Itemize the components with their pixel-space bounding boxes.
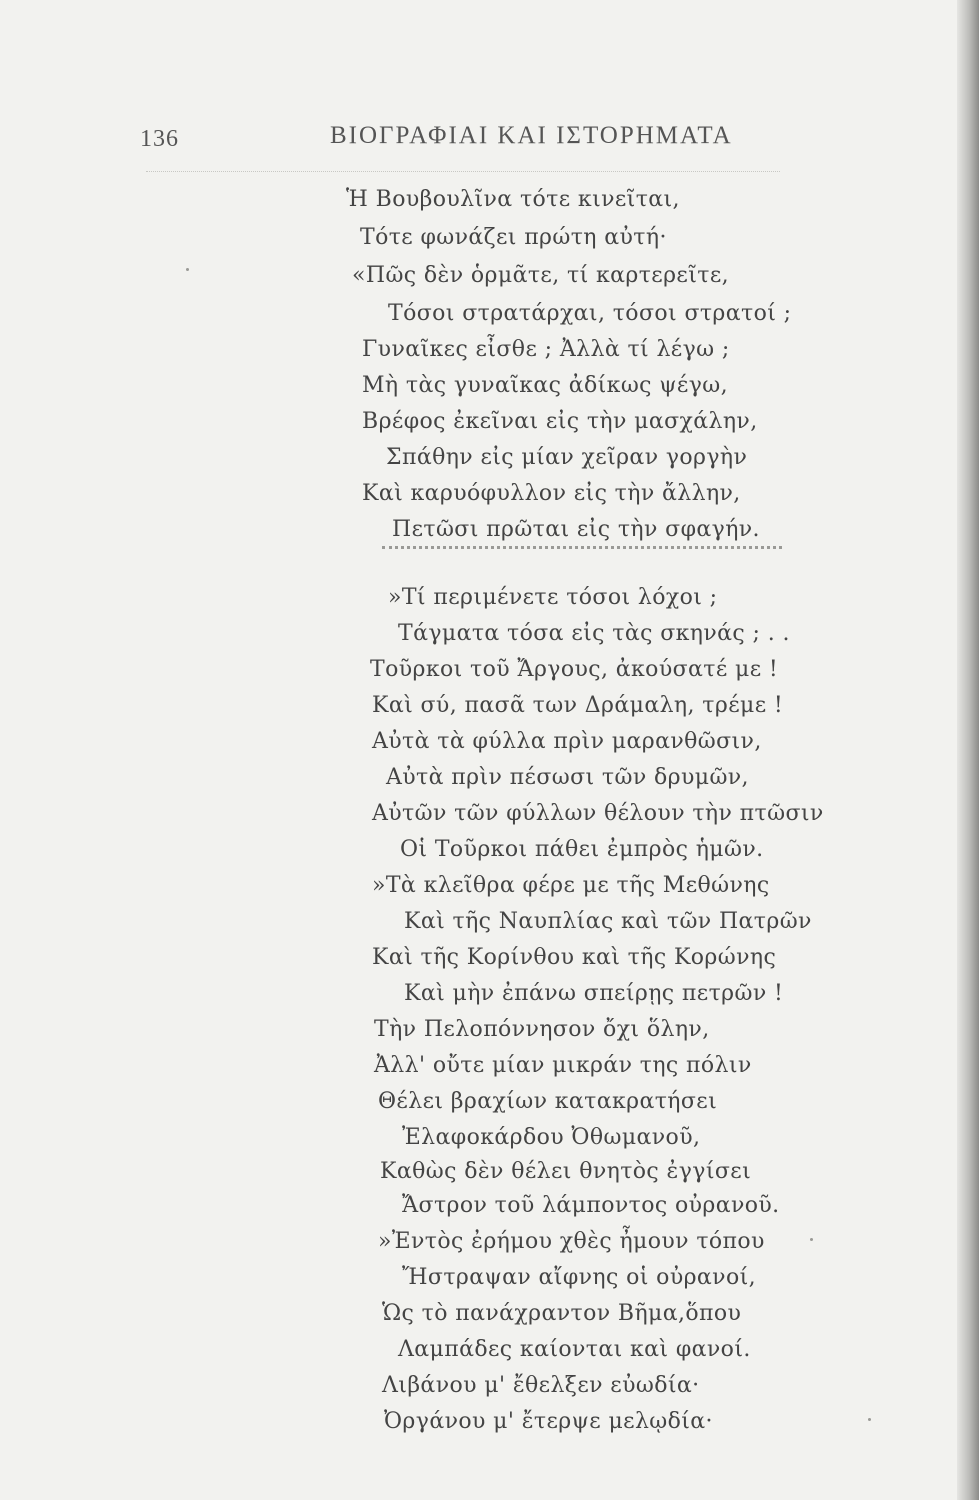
- poem-line: »Ἐντὸς ἐρήμου χθὲς ἦμουν τόπου: [378, 1229, 765, 1254]
- poem-line: Τὴν Πελοπόννησον ὄχι ὅλην,: [374, 1017, 710, 1042]
- header-rule: [146, 171, 780, 172]
- poem-line: Πετῶσι πρῶται εἰς τὴν σφαγήν.: [392, 517, 760, 542]
- poem-line: Ὡς τὸ πανάχραντον Βῆμα,ὅπου: [382, 1301, 742, 1326]
- poem-line: Τόσοι στρατάρχαι, τόσοι στρατοί ;: [388, 301, 792, 326]
- poem-line: Οἱ Τοῦρκοι πάθει ἐμπρὸς ἡμῶν.: [400, 837, 764, 862]
- poem-line: Αὐτὰ τὰ φύλλα πρὶν μαρανθῶσιν,: [372, 729, 762, 754]
- poem-line: Αὐτὰ πρὶν πέσωσι τῶν δρυμῶν,: [386, 765, 749, 790]
- poem-line: Ἄστρον τοῦ λάμποντος οὐρανοῦ.: [402, 1193, 780, 1218]
- poem-line: Καὶ καρυόφυλλον εἰς τὴν ἄλλην,: [362, 481, 741, 506]
- poem-line: Καθὼς δὲν θέλει θνητὸς ἐγγίσει: [380, 1159, 752, 1184]
- poem-line: »Τὰ κλεῖθρα φέρε με τῆς Μεθώνης: [372, 873, 770, 898]
- page-edge-shadow: [957, 0, 979, 1500]
- poem-line: Αὐτῶν τῶν φύλλων θέλουν τὴν πτῶσιν: [372, 801, 824, 826]
- poem-line: Μὴ τὰς γυναῖκας ἀδίκως ψέγω,: [362, 373, 729, 398]
- poem-line: Θέλει βραχίων κατακρατήσει: [378, 1089, 718, 1114]
- poem-line: Λιβάνου μ' ἔθελξεν εὐωδία·: [382, 1373, 700, 1398]
- poem-line: Ὀργάνου μ' ἔτερψε μελῳδία·: [384, 1409, 713, 1434]
- poem-line: «Πῶς δὲν ὁρμᾶτε, τί καρτερεῖτε,: [352, 263, 730, 288]
- poem-line: Καὶ τῆς Κορίνθου καὶ τῆς Κορώνης: [372, 945, 777, 970]
- poem-line: Καὶ μὴν ἐπάνω σπείρῃς πετρῶν !: [404, 981, 784, 1006]
- paper-speck: [810, 1238, 813, 1241]
- running-title: ΒΙΟΓΡΑΦΙΑΙ ΚΑΙ ΙΣΤΟΡΗΜΑΤΑ: [330, 122, 733, 149]
- page-header: [140, 118, 780, 158]
- poem-line: Ἀλλ' οὔτε μίαν μικράν της πόλιν: [374, 1053, 752, 1078]
- poem-line: Σπάθην εἰς μίαν χεῖραν γοργὴν: [386, 445, 748, 470]
- poem-line: Καὶ τῆς Ναυπλίας καὶ τῶν Πατρῶν: [404, 909, 812, 934]
- paper-speck: [868, 1418, 871, 1421]
- poem-line: Ἐλαφοκάρδου Ὀθωμανοῦ,: [402, 1125, 701, 1150]
- poem-line: »Τί περιμένετε τόσοι λόχοι ;: [388, 585, 718, 610]
- poem-line: Βρέφος ἐκεῖναι εἰς τὴν μασχάλην,: [362, 409, 758, 434]
- poem-line: Τότε φωνάζει πρώτη αὐτή·: [360, 225, 667, 250]
- poem-line: Τάγματα τόσα εἰς τὰς σκηνάς ; . .: [398, 621, 790, 646]
- page-number: 136: [140, 126, 179, 152]
- poem-line: Γυναῖκες εἶσθε ; Ἀλλὰ τί λέγω ;: [362, 337, 730, 362]
- poem-line: Τοῦρκοι τοῦ Ἄργους, ἀκούσατέ με !: [370, 657, 779, 682]
- poem-line: Ἡ Βουβουλῖνα τότε κινεῖται,: [346, 187, 680, 212]
- paper-speck: [186, 268, 189, 271]
- poem-line: Ἤστραψαν αἴφνης οἱ οὐρανοί,: [402, 1265, 757, 1290]
- ellipsis-row: [382, 546, 782, 553]
- poem-line: Καὶ σύ, πασᾶ των Δράμαλη, τρέμε !: [372, 693, 784, 718]
- poem-line: Λαμπάδες καίονται καὶ φανοί.: [398, 1337, 751, 1362]
